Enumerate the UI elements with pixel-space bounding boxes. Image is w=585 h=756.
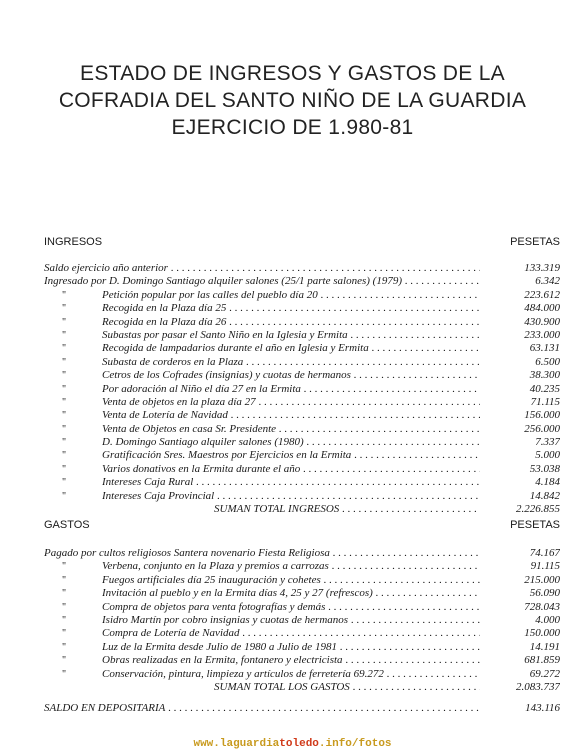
ingresos-row <box>44 369 560 382</box>
ingresos-row-label: Recogida en la Plaza día 25 . . . <box>102 302 480 315</box>
ingresos-row <box>44 436 560 449</box>
ingresos-row-label: Varios donativos en la Ermita durante el año . . . <box>102 463 480 476</box>
gastos-row-label: Luz de la Ermita desde Julio de 1980 a Julio de 1981 . . . <box>102 641 480 654</box>
gastos-row-label: Compra de objetos para venta fotografías y demás . . . <box>102 601 480 614</box>
ingresos-row-value: 5.000 <box>535 449 560 462</box>
ingresos-row-label: Subastas por pasar el Santo Niño en la Iglesia y Ermita . . . <box>102 329 480 342</box>
gastos-row-value: 91.115 <box>530 560 560 573</box>
ingresos-row <box>44 396 560 409</box>
ingresos-row-value: 4.184 <box>535 476 560 489</box>
ditto-mark: " <box>62 450 67 462</box>
ingresos-row-value: 256.000 <box>524 422 560 435</box>
ingresos-row-label: Recogida en la Plaza día 26 . . . <box>102 316 480 329</box>
ditto-mark: " <box>62 396 67 408</box>
ingresos-row-label: Gratificación Sres. Maestros por Ejercicios en la Ermita . . . <box>102 449 480 462</box>
ingresos-row-value: 53.038 <box>529 462 560 475</box>
ingresos-table <box>44 262 560 516</box>
ingresos-heading: INGRESOS <box>44 236 103 248</box>
gastos-row-value: 728.043 <box>524 600 560 613</box>
ditto-mark: " <box>62 668 67 680</box>
ingresos-row-label: Intereses Caja Rural . . . <box>102 476 480 489</box>
ingresos-row <box>44 490 560 503</box>
ingresos-currency: PESETAS <box>510 236 560 248</box>
ingresos-row <box>44 356 560 369</box>
saldo-row <box>44 702 560 715</box>
gastos-header <box>44 519 560 531</box>
ingresos-row-value: 430.900 <box>524 315 560 328</box>
saldo-value: 143.116 <box>525 702 560 714</box>
ingresos-row-label: Cetros de los Cofrades (insignias) y cuotas de hermanos . . . <box>102 369 480 382</box>
ingresos-row-label: Saldo ejercicio año anterior . . . <box>44 262 480 275</box>
ingresos-row-label: Venta de Lotería de Navidad . . . <box>102 409 480 422</box>
ditto-mark: " <box>62 574 67 586</box>
gastos-currency: PESETAS <box>510 519 560 531</box>
ditto-mark: " <box>62 490 67 502</box>
ingresos-row-value: 7.337 <box>535 436 560 449</box>
gastos-heading: GASTOS <box>44 519 90 531</box>
ingresos-row <box>44 383 560 396</box>
ditto-mark: " <box>62 356 67 368</box>
footer-url[interactable] <box>0 738 585 750</box>
ingresos-row <box>44 449 560 462</box>
gastos-row-value: 2.083.737 <box>516 680 560 693</box>
ditto-mark: " <box>62 641 67 653</box>
gastos-table <box>44 547 560 694</box>
ingresos-row <box>44 463 560 476</box>
ingresos-row-label: Subasta de corderos en la Plaza . . . <box>102 356 480 369</box>
ditto-mark: " <box>62 329 67 341</box>
gastos-row-value: 150.000 <box>524 627 560 640</box>
saldo-section <box>44 702 560 715</box>
ditto-mark: " <box>62 410 67 422</box>
gastos-row <box>44 560 560 573</box>
gastos-row <box>44 668 560 681</box>
ingresos-row <box>44 329 560 342</box>
ingresos-row <box>44 476 560 489</box>
gastos-row-label: SUMAN TOTAL LOS GASTOS . . . <box>214 681 480 694</box>
ingresos-row <box>44 289 560 302</box>
ingresos-row-value: 63.131 <box>529 342 560 355</box>
gastos-row <box>44 614 560 627</box>
gastos-row-label: Invitación al pueblo y en la Ermita días 4, 25 y 27 (refrescos) . . . <box>102 587 480 600</box>
ingresos-row <box>44 316 560 329</box>
ditto-mark: " <box>62 370 67 382</box>
ditto-mark: " <box>62 628 67 640</box>
gastos-row <box>44 547 560 560</box>
gastos-row <box>44 587 560 600</box>
ingresos-row-label: Ingresado por D. Domingo Santiago alquiler salones (25/1 parte salones) (1979) . . . <box>44 275 480 288</box>
ditto-mark: " <box>62 463 67 475</box>
gastos-row-label: Pagado por cultos religiosos Santera novenario Fiesta Religiosa . . . <box>44 547 480 560</box>
gastos-row <box>44 654 560 667</box>
ingresos-row <box>44 342 560 355</box>
ingresos-row-value: 2.226.855 <box>516 503 560 516</box>
ingresos-header <box>44 236 560 248</box>
ingresos-row-label: Intereses Caja Provincial . . . <box>102 490 480 503</box>
ingresos-row-label: Petición popular por las calles del pueblo día 20 . . . <box>102 289 480 302</box>
ingresos-row-value: 14.842 <box>529 489 560 502</box>
gastos-row-value: 4.000 <box>535 613 560 626</box>
ingresos-row <box>44 275 560 288</box>
gastos-row-label: Fuegos artificiales día 25 inauguración y cohetes . . . <box>102 574 480 587</box>
gastos-row-value: 74.167 <box>529 547 560 559</box>
ingresos-row <box>44 423 560 436</box>
gastos-row-label: Conservación, pintura, limpieza y artículos de ferretería 69.272 . . . <box>102 668 480 681</box>
document-title <box>0 60 585 141</box>
ditto-mark: " <box>62 343 67 355</box>
ingresos-row-value: 133.319 <box>524 262 560 274</box>
ditto-mark: " <box>62 303 67 315</box>
gastos-row-value: 56.090 <box>529 587 560 600</box>
ingresos-row-label: D. Domingo Santiago alquiler salones (1980) . . . <box>102 436 480 449</box>
ingresos-row-label: Venta de Objetos en casa Sr. Presidente . . . <box>102 423 480 436</box>
ditto-mark: " <box>62 423 67 435</box>
footer-url-part-3: .info/fotos <box>318 738 392 750</box>
ditto-mark: " <box>62 316 67 328</box>
gastos-row-label: Obras realizadas en la Ermita, fontanero y electricista . . . <box>102 654 480 667</box>
gastos-row <box>44 681 560 694</box>
gastos-row <box>44 574 560 587</box>
ingresos-row-value: 71.115 <box>530 395 560 408</box>
footer-url-part-2: toledo <box>279 738 319 750</box>
gastos-row-label: Compra de Lotería de Navidad . . . <box>102 627 480 640</box>
ditto-mark: " <box>62 383 67 395</box>
title-line-3: EJERCICIO DE 1.980-81 <box>171 116 414 139</box>
footer-url-part-1: www.laguardia <box>193 738 280 750</box>
gastos-row-label: Verbena, conjunto en la Plaza y premios a carrozas . . . <box>102 560 480 573</box>
gastos-row-label: Isidro Martín por cobro insignias y cuotas de hermanos . . . <box>102 614 480 627</box>
ditto-mark: " <box>62 561 67 573</box>
gastos-row-value: 14.191 <box>529 640 560 653</box>
ingresos-row-value: 223.612 <box>524 288 560 301</box>
title-line-2: COFRADIA DEL SANTO NIÑO DE LA GUARDIA <box>58 89 527 112</box>
ingresos-row-value: 6.342 <box>535 275 560 288</box>
ingresos-row <box>44 503 560 516</box>
ditto-mark: " <box>62 588 67 600</box>
ingresos-row-label: SUMAN TOTAL INGRESOS . . . <box>214 503 480 516</box>
ingresos-row-value: 6.500 <box>535 355 560 368</box>
ditto-mark: " <box>62 601 67 613</box>
ditto-mark: " <box>62 614 67 626</box>
title-line-1: ESTADO DE INGRESOS Y GASTOS DE LA <box>80 62 505 85</box>
ingresos-row-value: 40.235 <box>529 382 560 395</box>
gastos-row <box>44 601 560 614</box>
ingresos-row-label: Por adoración al Niño el día 27 en la Ermita . . . <box>102 383 480 396</box>
gastos-row <box>44 627 560 640</box>
gastos-row <box>44 641 560 654</box>
ingresos-row <box>44 302 560 315</box>
ingresos-row <box>44 262 560 275</box>
gastos-row-value: 69.272 <box>529 667 560 680</box>
ingresos-row-value: 156.000 <box>524 409 560 422</box>
gastos-row-value: 215.000 <box>524 573 560 586</box>
ingresos-row <box>44 409 560 422</box>
ditto-mark: " <box>62 289 67 301</box>
saldo-label: SALDO EN DEPOSITARIA . . . <box>44 702 480 715</box>
ditto-mark: " <box>62 437 67 449</box>
ditto-mark: " <box>62 655 67 667</box>
ditto-mark: " <box>62 477 67 489</box>
ingresos-row-label: Recogida de lampadarios durante el año en Iglesia y Ermita . . . <box>102 342 480 355</box>
ingresos-row-label: Venta de objetos en la plaza día 27 . . . <box>102 396 480 409</box>
gastos-row-value: 681.859 <box>524 654 560 667</box>
ingresos-row-value: 233.000 <box>524 328 560 341</box>
ingresos-row-value: 38.300 <box>529 369 560 382</box>
ingresos-row-value: 484.000 <box>524 302 560 315</box>
